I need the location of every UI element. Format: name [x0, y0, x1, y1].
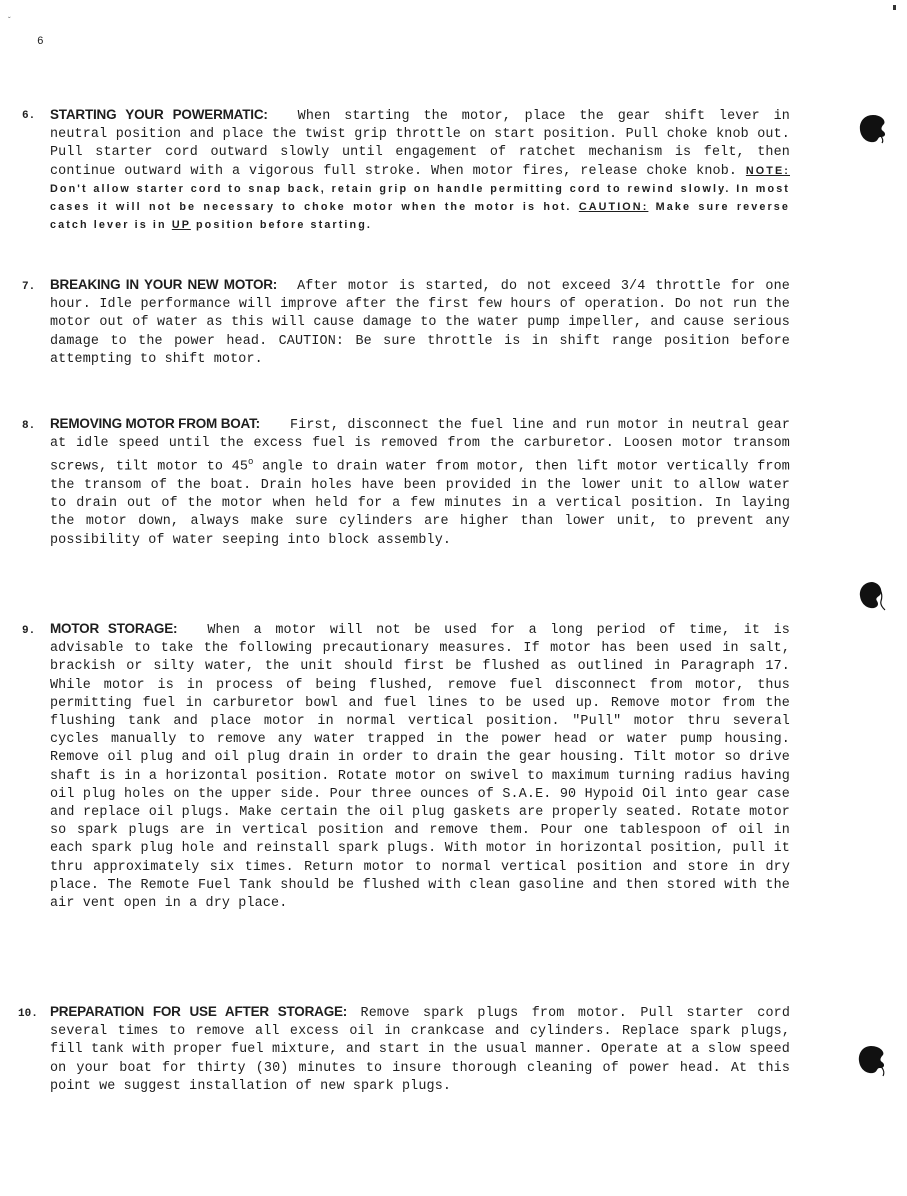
caution-text-post: position before starting.	[195, 219, 373, 232]
section-heading: PREPARATION FOR USE AFTER STORAGE:	[50, 1004, 348, 1019]
caution-text-pre: Make sure reverse catch lever is in	[50, 201, 790, 232]
section-number: 9.	[22, 625, 36, 637]
section-text: After motor is started, do not exceed 3/4 throttle for one hour. Idle performance will improve after the first few hours of operation. Do not run the motor out of water as this will cause damage to the water pump impeller, and cause serious damage to the power head. CAUTION: Be sure throttle is in shift range position before attempting to shift motor.	[50, 279, 790, 367]
section-number: 8.	[22, 420, 36, 432]
section-8	[22, 416, 790, 550]
note-text: Don't allow starter cord to snap back, retain grip on handle permitting cord to rewind slowly. In most cases it will not be necessary to choke motor when the motor is hot.	[50, 182, 790, 214]
scan-speck: ˇ	[8, 16, 11, 25]
page-number: 6	[37, 36, 44, 48]
section-text-post: angle to drain water from motor, then lift motor vertically from the transom of the boat. Drain holes have been provided in the lower unit to allow water to drain out of the motor when held for a few minutes in a vertical position. In laying the motor down, always make sure cylinders are higher than lower unit, to prevent any possibility of water seeping into block assembly.	[50, 459, 790, 548]
binder-hole-mark	[857, 579, 889, 611]
section-text: When a motor will not be used for a long period of time, it is advisable to take the following precautionary measures. If motor has been used in salt, brackish or silty water, the unit should first be flushed as outlined in Paragraph 17. While motor is in process of being flushed, remove fuel disconnect from motor, thus permitting fuel in carburetor bowl and fuel lines to be used up. Remove motor from the flushing tank and place motor in normal vertical position. "Pull" motor thru several cycles manually to remove any water trapped in the power head or water pump housing. Remove oil plug and oil plug drain in order to drain the gear housing. Tilt motor so drive shaft is in a horizontal position. Rotate motor on swivel to maximum turning radius having oil plug holes on the upper side. Pour three ounces of S.A.E. 90 Hypoid Oil into gear case and replace oil plugs. Make certain the oil plug gaskets are properly seated. Rotate motor so spark plugs are in vertical position and remove them. Pour one tablespoon of oil in each spark plug hole and reinstall spark plugs. With motor in horizontal position, pull it thru approximately six times. Return motor to normal vertical position and store in dry place. The Remote Fuel Tank should be flushed with clean gasoline and then stored with the air vent open in a dry place.	[50, 623, 790, 912]
scan-edge-mark	[893, 5, 896, 10]
caution-up: UP	[171, 219, 191, 232]
section-10	[18, 1004, 791, 1096]
section-heading: MOTOR STORAGE:	[50, 621, 178, 636]
section-6	[22, 107, 790, 235]
section-heading: BREAKING IN YOUR NEW MOTOR:	[50, 277, 278, 292]
section-text: When starting the motor, place the gear shift lever in neutral position and place the twist grip throttle on start position. Pull choke knob out. Pull starter cord outward slowly until engagement of ratchet mechanism is felt, then continue outward with a vigorous full stroke. When motor fires, release choke knob.	[50, 109, 790, 179]
binder-hole-mark	[856, 1043, 888, 1077]
section-body	[50, 416, 790, 550]
section-text: Remove spark plugs from motor. Pull starter cord several times to remove all excess oil in crankcase and cylinders. Replace spark plugs, fill tank with proper fuel mixture, and start in the usual manner. Operate at a slow speed on your boat for thirty (30) minutes to insure thorough cleaning of power head. At this point we suggest installation of new spark plugs.	[50, 1006, 791, 1094]
caution-label: CAUTION:	[578, 201, 649, 214]
section-body	[50, 107, 790, 235]
section-number: 6.	[22, 110, 36, 122]
note-label: NOTE:	[745, 164, 790, 177]
section-number: 7.	[22, 281, 36, 293]
section-heading: STARTING YOUR POWERMATIC:	[50, 107, 268, 122]
binder-hole-mark	[857, 113, 889, 145]
section-7	[22, 277, 790, 369]
degree-sign: o	[248, 457, 254, 468]
section-heading: REMOVING MOTOR FROM BOAT:	[50, 416, 260, 431]
section-text-pre: First, disconnect the fuel line and run motor in neutral gear at idle speed until the excess fuel is removed from the carburetor. Loosen motor transom screws, tilt motor to 45	[50, 418, 791, 475]
section-body	[50, 277, 790, 369]
section-body	[50, 1004, 790, 1096]
section-9	[22, 621, 790, 913]
section-body	[50, 621, 790, 913]
section-number: 10.	[18, 1008, 38, 1020]
